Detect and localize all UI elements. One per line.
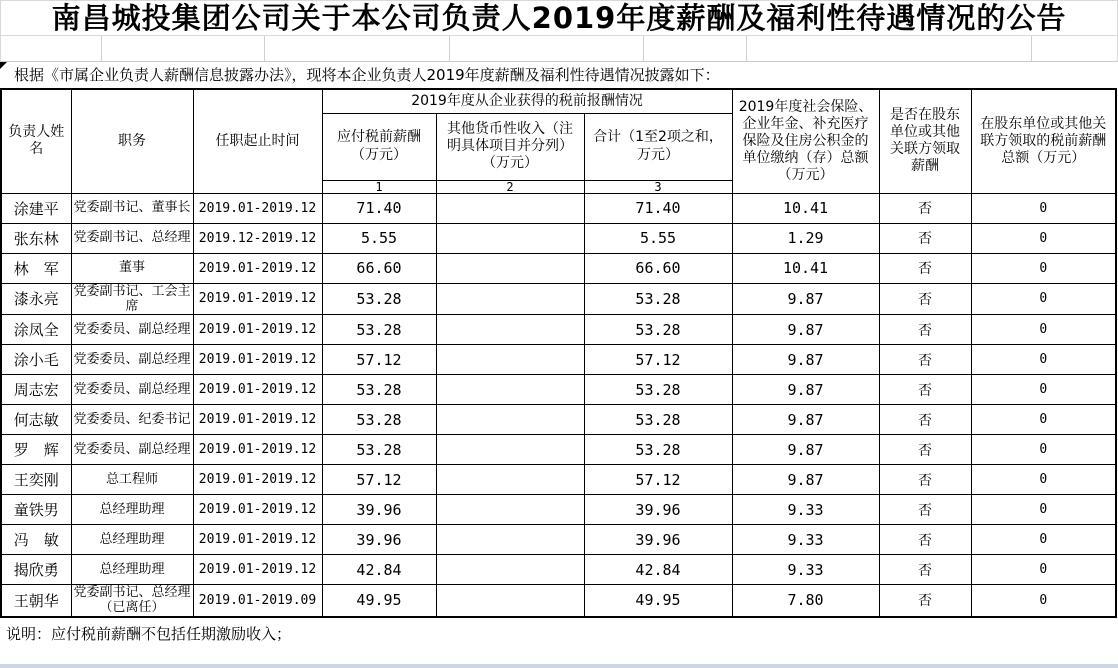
cell-insurance: 9.87 [732, 375, 879, 405]
cell-name: 童铁男 [1, 495, 71, 525]
cell-shareholder-paid: 否 [879, 283, 971, 315]
cell-other-income [436, 405, 584, 435]
cell-shareholder-paid: 否 [879, 465, 971, 495]
cell-position: 党委副书记、总经理 [71, 223, 193, 253]
table-row [1, 465, 1116, 495]
cell-pretax: 49.95 [322, 585, 436, 617]
cell-pretax: 39.96 [322, 525, 436, 555]
intro-text: 根据《市属企业负责人薪酬信息披露办法》，现将本企业负责人2019年度薪酬及福利性待遇情况披露如下： [14, 66, 720, 84]
cell-position: 党委副书记、工会主席 [71, 283, 193, 315]
column-number-3: 3 [584, 180, 732, 193]
cell-pretax: 71.40 [322, 193, 436, 223]
cell-name: 张东林 [1, 223, 71, 253]
cell-shareholder-amount: 0 [971, 495, 1116, 525]
column-gridline [746, 36, 747, 61]
cell-name: 罗 辉 [1, 435, 71, 465]
cell-pretax: 53.28 [322, 405, 436, 435]
cell-shareholder-amount: 0 [971, 465, 1116, 495]
cell-total: 5.55 [584, 223, 732, 253]
cell-insurance: 1.29 [732, 223, 879, 253]
column-gridline [264, 36, 265, 61]
table-row [1, 345, 1116, 375]
cell-term: 2019.01-2019.12 [193, 465, 322, 495]
cell-shareholder-amount: 0 [971, 405, 1116, 435]
table-row [1, 253, 1116, 283]
cell-shareholder-paid: 否 [879, 405, 971, 435]
cell-shareholder-paid: 否 [879, 555, 971, 585]
cell-term: 2019.01-2019.12 [193, 345, 322, 375]
empty-spreadsheet-row [0, 36, 1118, 62]
cell-position: 党委委员、副总经理 [71, 315, 193, 345]
cell-pretax: 53.28 [322, 315, 436, 345]
cell-other-income [436, 495, 584, 525]
cell-total: 49.95 [584, 585, 732, 617]
cell-pretax: 53.28 [322, 435, 436, 465]
header-insurance: 2019年度社会保险、企业年金、补充医疗保险及住房公积金的单位缴纳（存）总额（万元） [732, 89, 879, 193]
cell-pretax: 39.96 [322, 495, 436, 525]
cell-insurance: 9.87 [732, 315, 879, 345]
cell-shareholder-paid: 否 [879, 315, 971, 345]
cell-insurance: 9.87 [732, 465, 879, 495]
cell-insurance: 9.33 [732, 555, 879, 585]
cell-insurance: 9.33 [732, 495, 879, 525]
header-total: 合计（1至2项之和，万元） [584, 113, 732, 180]
column-gridline [101, 36, 102, 61]
cell-total: 42.84 [584, 555, 732, 585]
cell-shareholder-amount: 0 [971, 253, 1116, 283]
cell-name: 何志敏 [1, 405, 71, 435]
cell-shareholder-amount: 0 [971, 193, 1116, 223]
corner-marker-icon [0, 62, 7, 69]
cell-name: 涂建平 [1, 193, 71, 223]
cell-term: 2019.01-2019.12 [193, 315, 322, 345]
cell-shareholder-amount: 0 [971, 223, 1116, 253]
cell-name: 王奕刚 [1, 465, 71, 495]
cell-shareholder-amount: 0 [971, 283, 1116, 315]
cell-other-income [436, 345, 584, 375]
table-row [1, 585, 1116, 617]
cell-name: 周志宏 [1, 375, 71, 405]
cell-shareholder-amount: 0 [971, 345, 1116, 375]
cell-position: 总经理助理 [71, 495, 193, 525]
cell-other-income [436, 375, 584, 405]
cell-insurance: 9.87 [732, 283, 879, 315]
cell-position: 党委委员、纪委书记 [71, 405, 193, 435]
cell-insurance: 10.41 [732, 193, 879, 223]
cell-shareholder-paid: 否 [879, 223, 971, 253]
cell-insurance: 10.41 [732, 253, 879, 283]
table-body [1, 193, 1116, 617]
cell-pretax: 42.84 [322, 555, 436, 585]
cell-total: 57.12 [584, 345, 732, 375]
cell-position: 党委副书记、总经理（已离任） [71, 585, 193, 617]
cell-other-income [436, 585, 584, 617]
cell-other-income [436, 525, 584, 555]
cell-other-income [436, 465, 584, 495]
header-name: 负责人姓名 [1, 89, 71, 193]
cell-total: 57.12 [584, 465, 732, 495]
table-row [1, 315, 1116, 345]
header-shareholder-paid: 是否在股东单位或其他关联方领取薪酬 [879, 89, 971, 193]
cell-name: 漆永亮 [1, 283, 71, 315]
table-row [1, 435, 1116, 465]
cell-term: 2019.01-2019.12 [193, 435, 322, 465]
cell-position: 总经理助理 [71, 525, 193, 555]
cell-shareholder-paid: 否 [879, 525, 971, 555]
cell-total: 53.28 [584, 375, 732, 405]
cell-position: 党委委员、副总经理 [71, 375, 193, 405]
intro-row [0, 62, 1118, 88]
cell-shareholder-paid: 否 [879, 435, 971, 465]
cell-term: 2019.01-2019.12 [193, 405, 322, 435]
cell-other-income [436, 555, 584, 585]
cell-position: 党委副书记、董事长 [71, 193, 193, 223]
header-shareholder-amount: 在股东单位或其他关联方领取的税前薪酬总额（万元） [971, 89, 1116, 193]
cell-name: 林 军 [1, 253, 71, 283]
cell-shareholder-amount: 0 [971, 585, 1116, 617]
header-compensation-group: 2019年度从企业获得的税前报酬情况 [322, 89, 732, 113]
table-row [1, 525, 1116, 555]
cell-term: 2019.01-2019.12 [193, 253, 322, 283]
cell-position: 党委委员、副总经理 [71, 435, 193, 465]
cell-shareholder-paid: 否 [879, 253, 971, 283]
cell-position: 总工程师 [71, 465, 193, 495]
cell-pretax: 57.12 [322, 465, 436, 495]
column-gridline [1031, 36, 1032, 61]
cell-total: 39.96 [584, 495, 732, 525]
cell-insurance: 7.80 [732, 585, 879, 617]
table-row [1, 555, 1116, 585]
cell-shareholder-paid: 否 [879, 585, 971, 617]
cell-name: 王朝华 [1, 585, 71, 617]
cell-term: 2019.01-2019.12 [193, 283, 322, 315]
column-gridline [643, 36, 644, 61]
header-other-income: 其他货币性收入（注明具体项目并分列）（万元） [436, 113, 584, 180]
cell-other-income [436, 435, 584, 465]
cell-pretax: 53.28 [322, 375, 436, 405]
page-title: 南昌城投集团公司关于本公司负责人2019年度薪酬及福利性待遇情况的公告 [0, 0, 1118, 36]
salary-table [0, 88, 1117, 618]
cell-other-income [436, 253, 584, 283]
cell-pretax: 66.60 [322, 253, 436, 283]
bottom-edge-strip [0, 664, 1118, 668]
cell-shareholder-amount: 0 [971, 525, 1116, 555]
column-number-2: 2 [436, 180, 584, 193]
cell-insurance: 9.33 [732, 525, 879, 555]
cell-shareholder-paid: 否 [879, 375, 971, 405]
cell-term: 2019.01-2019.12 [193, 193, 322, 223]
footnote: 说明：应付税前薪酬不包括任期激励收入； [6, 624, 292, 643]
cell-name: 涂小毛 [1, 345, 71, 375]
cell-pretax: 5.55 [322, 223, 436, 253]
cell-position: 党委委员、副总经理 [71, 345, 193, 375]
table-row [1, 223, 1116, 253]
cell-other-income [436, 193, 584, 223]
cell-shareholder-paid: 否 [879, 345, 971, 375]
cell-insurance: 9.87 [732, 435, 879, 465]
cell-position: 总经理助理 [71, 555, 193, 585]
cell-term: 2019.01-2019.12 [193, 555, 322, 585]
table-row [1, 193, 1116, 223]
cell-name: 涂凤全 [1, 315, 71, 345]
cell-other-income [436, 315, 584, 345]
table-row [1, 375, 1116, 405]
cell-total: 71.40 [584, 193, 732, 223]
cell-term: 2019.12-2019.12 [193, 223, 322, 253]
cell-total: 53.28 [584, 283, 732, 315]
table-row [1, 495, 1116, 525]
cell-pretax: 53.28 [322, 283, 436, 315]
cell-name: 冯 敏 [1, 525, 71, 555]
cell-term: 2019.01-2019.09 [193, 585, 322, 617]
cell-term: 2019.01-2019.12 [193, 525, 322, 555]
cell-position: 董事 [71, 253, 193, 283]
cell-total: 66.60 [584, 253, 732, 283]
cell-name: 揭欣勇 [1, 555, 71, 585]
table-row [1, 283, 1116, 315]
cell-shareholder-amount: 0 [971, 555, 1116, 585]
header-term: 任职起止时间 [193, 89, 322, 193]
cell-insurance: 9.87 [732, 345, 879, 375]
column-gridline [449, 36, 450, 61]
cell-other-income [436, 223, 584, 253]
cell-insurance: 9.87 [732, 405, 879, 435]
cell-total: 53.28 [584, 435, 732, 465]
cell-term: 2019.01-2019.12 [193, 495, 322, 525]
header-position: 职务 [71, 89, 193, 193]
header-pretax: 应付税前薪酬（万元） [322, 113, 436, 180]
cell-shareholder-amount: 0 [971, 435, 1116, 465]
cell-total: 39.96 [584, 525, 732, 555]
cell-other-income [436, 283, 584, 315]
cell-pretax: 57.12 [322, 345, 436, 375]
table-row [1, 405, 1116, 435]
cell-total: 53.28 [584, 315, 732, 345]
cell-total: 53.28 [584, 405, 732, 435]
cell-shareholder-amount: 0 [971, 375, 1116, 405]
cell-shareholder-paid: 否 [879, 495, 971, 525]
cell-term: 2019.01-2019.12 [193, 375, 322, 405]
cell-shareholder-paid: 否 [879, 193, 971, 223]
cell-shareholder-amount: 0 [971, 315, 1116, 345]
column-number-1: 1 [322, 180, 436, 193]
